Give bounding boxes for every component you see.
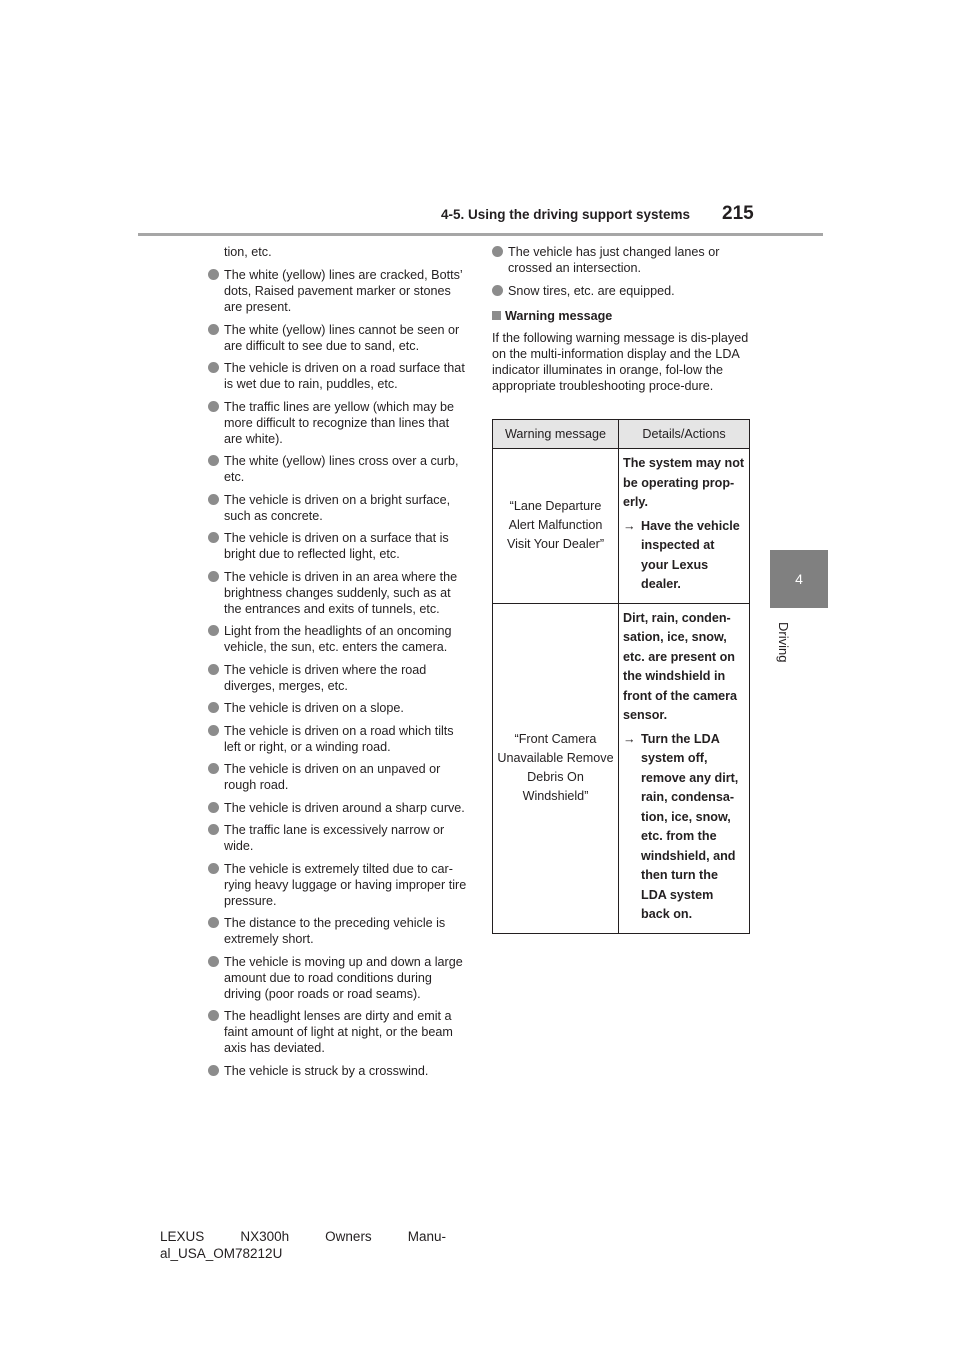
footer-word: Manu-	[407, 1229, 446, 1244]
detail-text: The system may not be operating prop-erly.	[623, 456, 745, 509]
bullet-dot-icon	[208, 269, 219, 280]
bullet-item	[208, 723, 470, 755]
bullet-text: Light from the headlights of an oncoming vehicle, the sun, etc. enters the camera.	[224, 624, 452, 654]
chapter-tab[interactable]: 4	[770, 550, 828, 608]
bullet-dot-icon	[208, 702, 219, 713]
bullet-item	[208, 761, 470, 793]
bullet-text: The vehicle is driven on a slope.	[224, 701, 404, 715]
bullet-text: The white (yellow) lines are cracked, Botts’ dots, Raised pavement marker or stones are present.	[224, 268, 463, 314]
arrow-right-icon: →	[623, 518, 636, 533]
table-row	[493, 449, 750, 604]
bullet-dot-icon	[208, 917, 219, 928]
bullet-text: The headlight lenses are dirty and emit a faint amount of light at night, or the beam axis has deviated.	[224, 1009, 453, 1055]
bullet-dot-icon	[208, 362, 219, 373]
bullet-dot-icon	[208, 455, 219, 466]
footer-word: Owners	[325, 1229, 372, 1244]
bullet-dot-icon	[208, 664, 219, 675]
action-text: Have the vehicle inspected at your Lexus dealer.	[641, 518, 740, 591]
bullet-dot-icon	[208, 1065, 219, 1076]
bullet-text: The traffic lines are yellow (which may be more difficult to recognize than lines that are white).	[224, 399, 455, 446]
left-column	[208, 244, 470, 1085]
bullet-text: The vehicle is driven on a road surface that is wet due to rain, puddles, etc.	[224, 361, 465, 391]
bullet-item	[492, 283, 754, 299]
table-header-message: Warning message	[493, 420, 619, 449]
bullet-item	[208, 453, 470, 485]
page-number: 215	[722, 203, 754, 224]
bullet-text: The vehicle is driven on a bright surface, such as concrete.	[224, 492, 451, 523]
footer-line-1	[160, 1228, 446, 1245]
bullet-dot-icon	[208, 324, 219, 335]
left-bullet-list	[208, 267, 470, 1079]
section-heading-text: Warning message	[505, 308, 613, 323]
bullet-item	[208, 360, 470, 392]
bullet-item	[208, 1008, 470, 1056]
bullet-item	[208, 530, 470, 562]
bullet-item	[208, 399, 470, 447]
warning-message-cell: “Front Camera Unavailable Remove Debris On Windshield”	[493, 603, 619, 933]
bullet-text: The traffic lane is excessively narrow or wide.	[224, 823, 445, 853]
header-rule	[138, 233, 823, 236]
bullet-item	[208, 322, 470, 354]
details-cell	[619, 449, 750, 604]
action-line	[623, 517, 745, 595]
detail-text: Dirt, rain, conden-sation, ice, snow, etc. are present on the windshield in front of the camera sensor.	[623, 610, 738, 722]
bullet-text: The vehicle has just changed lanes or crossed an intersection.	[508, 245, 720, 275]
bullet-item	[208, 954, 470, 1002]
bullet-item	[208, 662, 470, 694]
bullet-dot-icon	[492, 246, 503, 257]
bullet-dot-icon	[208, 763, 219, 774]
bullet-text: The vehicle is driven around a sharp curve.	[224, 800, 465, 815]
bullet-text: The vehicle is struck by a crosswind.	[224, 1063, 429, 1078]
bullet-dot-icon	[208, 956, 219, 967]
bullet-dot-icon	[208, 802, 219, 813]
bullet-dot-icon	[208, 494, 219, 505]
footer-word: LEXUS	[160, 1229, 205, 1244]
bullet-item	[208, 822, 470, 854]
arrow-right-icon: →	[623, 731, 636, 746]
bullet-item	[208, 267, 470, 315]
bullet-dot-icon	[208, 725, 219, 736]
section-heading	[492, 308, 754, 324]
footer-line-2: al_USA_OM78212U	[160, 1246, 283, 1261]
right-column	[492, 244, 754, 394]
table-header-details: Details/Actions	[619, 420, 750, 449]
warning-table	[492, 419, 750, 934]
bullet-item	[208, 861, 470, 909]
bullet-text: The vehicle is driven in an area where the brightness changes suddenly, such as at the entrances and exits of tunnels, etc.	[224, 569, 458, 616]
bullet-text: The white (yellow) lines cross over a curb, etc.	[224, 454, 459, 484]
bullet-text: The vehicle is driven on a surface that is bright due to reflected light, etc.	[224, 531, 449, 561]
footer-word: NX300h	[240, 1229, 290, 1244]
continuation-text: tion, etc.	[224, 245, 272, 259]
bullet-dot-icon	[492, 285, 503, 296]
bullet-item	[208, 1063, 470, 1079]
bullet-text: The vehicle is driven on an unpaved or rough road.	[224, 762, 441, 792]
bullet-item	[208, 492, 470, 524]
bullet-text: The vehicle is moving up and down a large amount due to road conditions during driving (poor roads or road seams).	[224, 954, 463, 1001]
square-bullet-icon	[492, 311, 501, 320]
section-title: 4-5. Using the driving support systems	[440, 207, 690, 222]
bullet-dot-icon	[208, 571, 219, 582]
action-text: Turn the LDA system off, remove any dirt, rain, condensa-tion, ice, snow, etc. from the windshield, and then turn the LDA system back on.	[641, 731, 739, 921]
bullet-item	[208, 700, 470, 716]
bullet-text: The vehicle is extremely tilted due to car-rying heavy luggage or having improper tire pressure.	[224, 861, 467, 908]
footer	[160, 1228, 460, 1262]
chapter-label: Driving	[776, 622, 791, 663]
section-paragraph: If the following warning message is dis-played on the multi-information display and the LDA indicator illuminates in orange, fol-low the appropriate troubleshooting proce-dure.	[492, 330, 749, 393]
bullet-dot-icon	[208, 401, 219, 412]
bullet-dot-icon	[208, 625, 219, 636]
bullet-item	[208, 623, 470, 655]
bullet-item	[492, 244, 754, 276]
bullet-dot-icon	[208, 1010, 219, 1021]
bullet-text: Snow tires, etc. are equipped.	[508, 283, 675, 298]
bullet-dot-icon	[208, 863, 219, 874]
bullet-text: The white (yellow) lines cannot be seen or are difficult to see due to sand, etc.	[224, 322, 460, 353]
bullet-item	[208, 915, 470, 947]
bullet-item	[208, 569, 470, 617]
bullet-dot-icon	[208, 532, 219, 543]
bullet-item	[208, 800, 470, 816]
bullet-text: The distance to the preceding vehicle is extremely short.	[224, 916, 446, 946]
warning-message-cell: “Lane Departure Alert Malfunction Visit Your Dealer”	[493, 449, 619, 604]
bullet-dot-icon	[208, 824, 219, 835]
bullet-text: The vehicle is driven on a road which tilts left or right, or a winding road.	[224, 723, 454, 754]
table-row	[493, 603, 750, 933]
right-bullet-list	[492, 244, 754, 299]
bullet-text: The vehicle is driven where the road diverges, merges, etc.	[224, 662, 427, 693]
details-cell	[619, 603, 750, 933]
action-line	[623, 730, 745, 925]
